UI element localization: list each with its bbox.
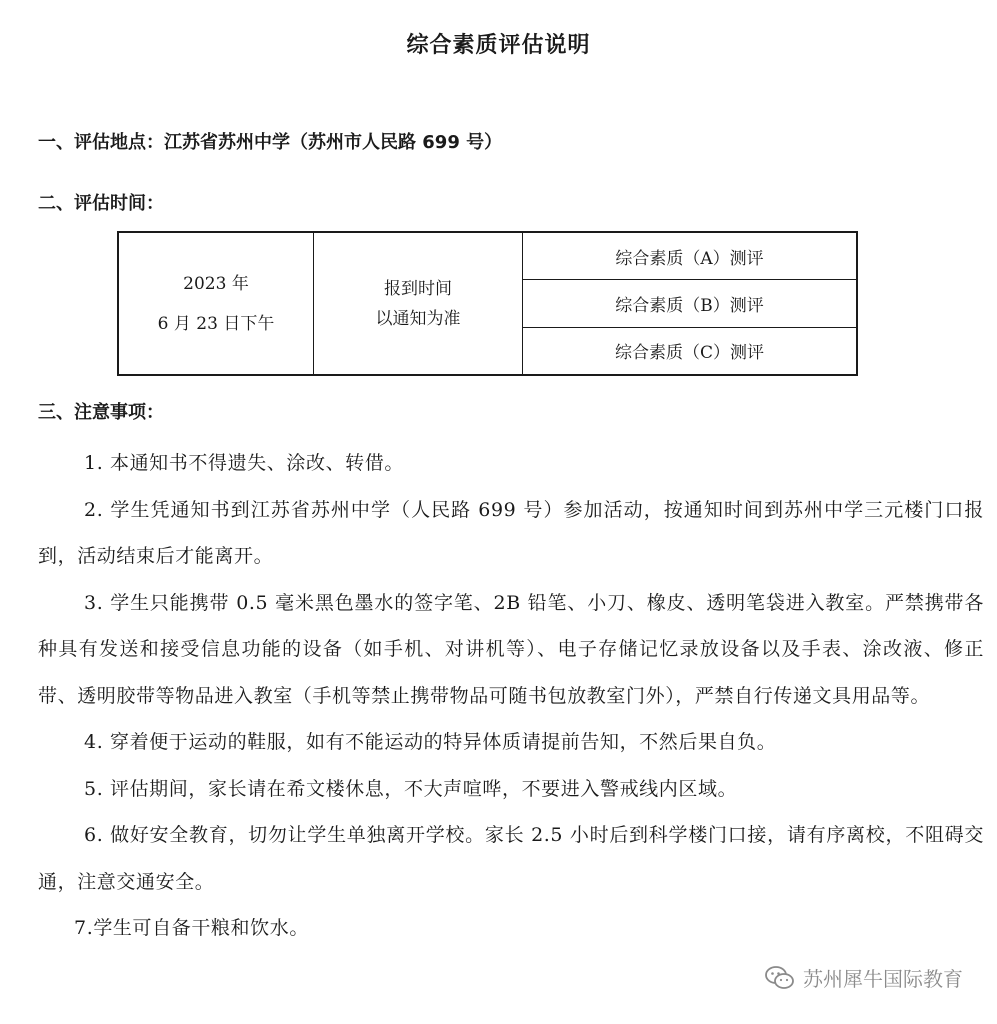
note-item-1: 1. 本通知书不得遗失、涂改、转借。 — [84, 452, 404, 474]
note-item-7: 7.学生可自备干粮和饮水。 — [74, 917, 309, 939]
schedule-report-label: 报到时间 — [384, 278, 452, 299]
schedule-test-b: 综合素质（B）测评 — [523, 280, 856, 327]
section-location: 一、评估地点：江苏省苏州中学（苏州市人民路 699 号） — [38, 132, 503, 153]
note-item-6: 6. 做好安全教育，切勿让学生单独离开学校。家长 2.5 小时后到科学楼门口接，请有序离校，不阻碍交通，注意交通安全。 — [38, 824, 984, 893]
schedule-date-day: 6 月 23 日下午 — [157, 313, 275, 334]
watermark-text: 苏州犀牛国际教育 — [803, 967, 963, 991]
note-item-2: 2. 学生凭通知书到江苏省苏州中学（人民路 699 号）参加活动，按通知时间到苏州中学三元楼门口报到，活动结束后才能离开。 — [38, 498, 984, 567]
note-item-3: 3. 学生只能携带 0.5 毫米黑色墨水的签字笔、2B 铅笔、小刀、橡皮、透明笔袋进入教室。严禁携带各种具有发送和接受信息功能的设备（如手机、对讲机等）、电子存储记忆录放设备以及手表、涂改液、修正带、透明胶带等物品进入教室（手机等禁止携带物品可随书包放教室门外），严禁自行传递文具用品等。 — [38, 591, 984, 707]
note-item-4: 4. 穿着便于运动的鞋服，如有不能运动的特异体质请提前告知，不然后果自负。 — [84, 731, 777, 753]
wechat-icon — [765, 965, 795, 991]
schedule-report-note: 以通知为准 — [375, 308, 461, 329]
document-title: 综合素质评估说明 — [406, 33, 591, 58]
schedule-test-c: 综合素质（C）测评 — [614, 343, 764, 364]
watermark — [765, 963, 963, 992]
schedule-table — [117, 231, 858, 376]
note-item-5: 5. 评估期间，家长请在希文楼休息，不大声喧哗，不要进入警戒线内区域。 — [84, 777, 738, 800]
schedule-tests-cell — [523, 233, 856, 374]
schedule-report-cell — [314, 233, 523, 374]
notes-list — [38, 440, 984, 952]
schedule-date-year: 2023 年 — [183, 273, 249, 294]
schedule-date-cell — [119, 233, 314, 374]
section-time: 二、评估时间： — [38, 193, 164, 214]
section-notes: 三、注意事项： — [38, 402, 164, 423]
schedule-test-a: 综合素质（A）测评 — [523, 233, 856, 280]
